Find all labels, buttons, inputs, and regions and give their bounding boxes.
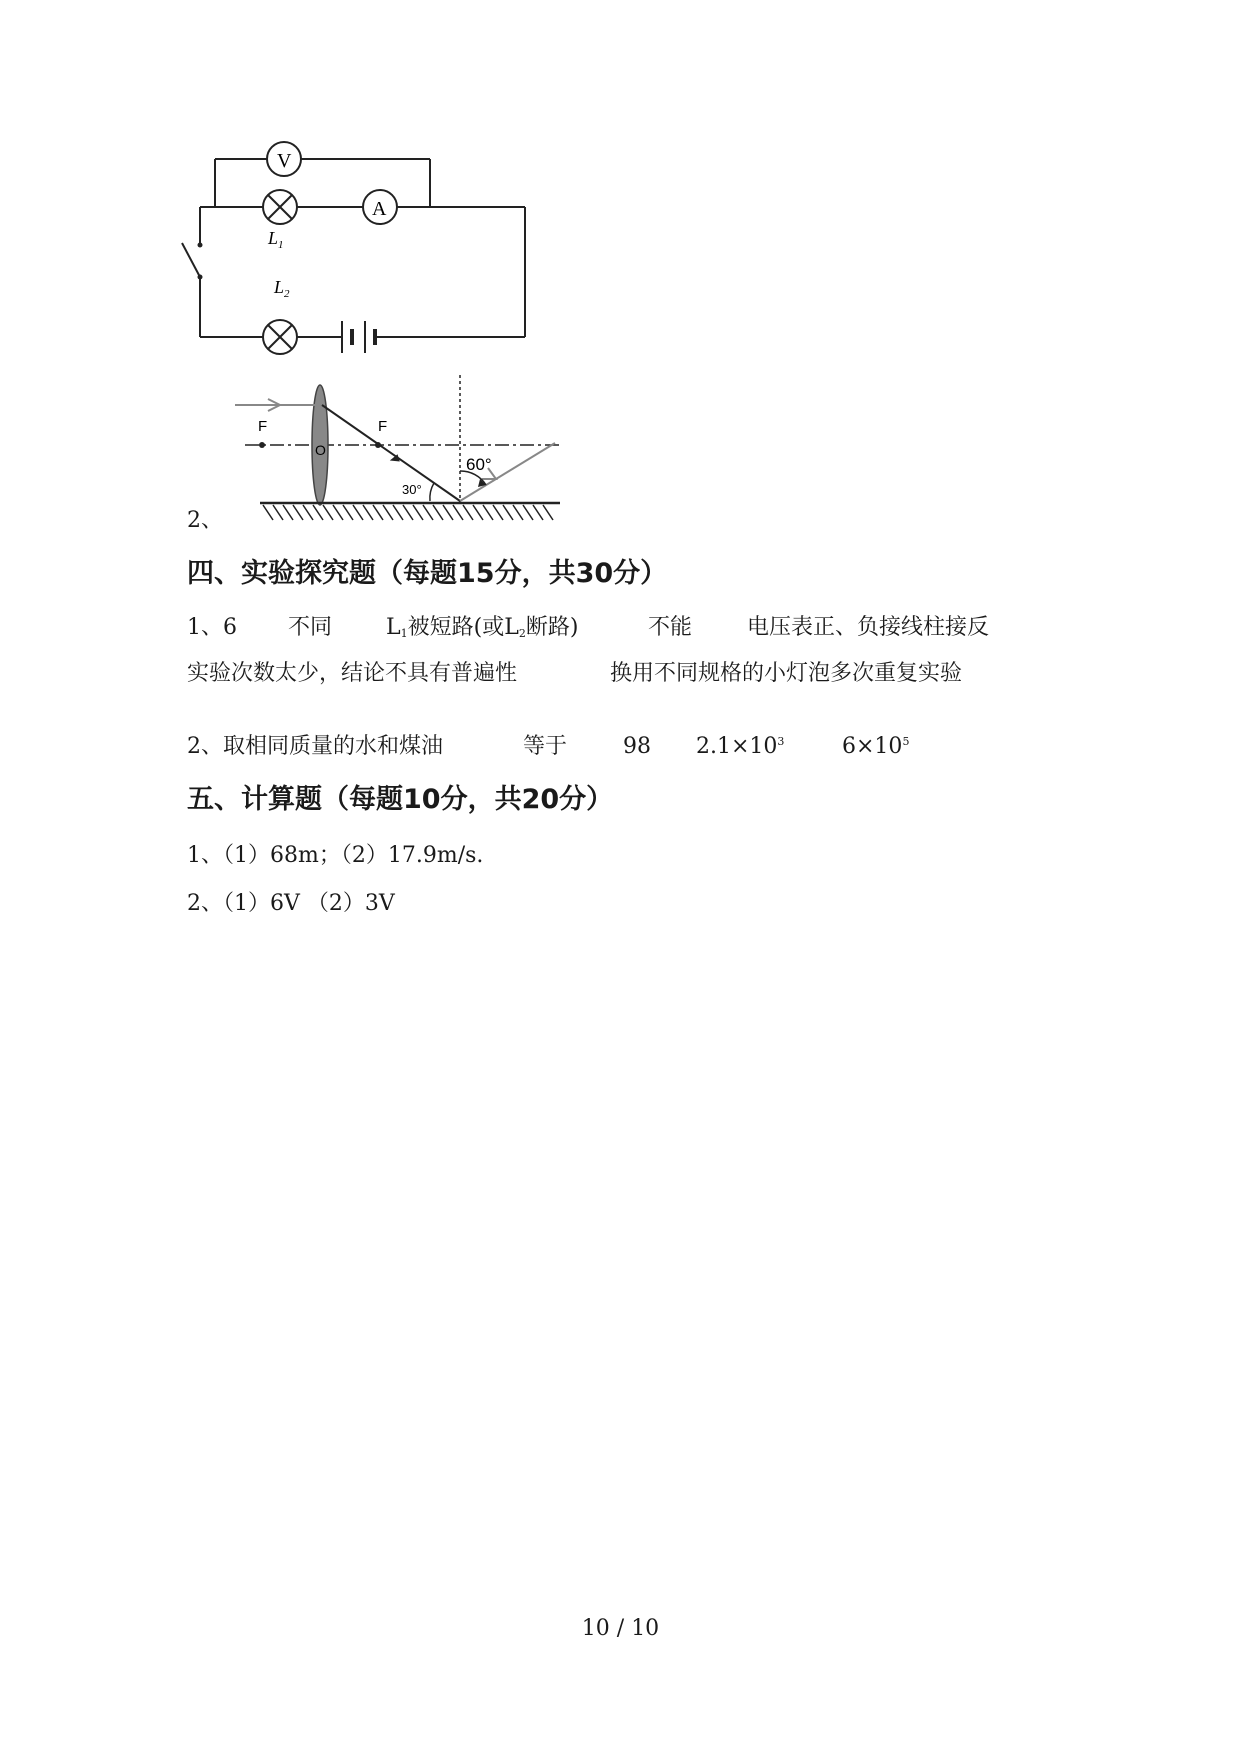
focus-right-label: F <box>378 418 388 435</box>
angle-arc-30 <box>430 483 434 501</box>
q1-answer-5: 电压表正、负接线柱接反 <box>747 615 990 640</box>
optical-center-label: O <box>315 442 326 458</box>
q2-answer-4: $2.1\times 10^3$ <box>696 734 785 759</box>
q1-answer-2: 不同 <box>288 615 333 640</box>
section4-heading: 四、实验探究题（每题15分，共30分） <box>187 558 668 589</box>
q1-answer-1: 1、6 <box>187 615 237 640</box>
refracted-ray <box>322 405 460 501</box>
mirror-hatching <box>263 505 553 520</box>
q1-answer-7: 换用不同规格的小灯泡多次重复实验 <box>610 661 963 686</box>
ammeter-symbol: A <box>372 198 387 220</box>
section4-q2-line <box>187 736 1087 762</box>
angle-60-label: 60° <box>466 455 492 474</box>
optics-diagram <box>230 375 560 530</box>
focal-point-left <box>259 442 265 448</box>
focus-left-label: F <box>258 418 268 435</box>
page-number: 10 / 10 <box>581 1616 660 1641</box>
q1-answer-6: 实验次数太少，结论不具有普遍性 <box>187 661 518 686</box>
section5-q2: 2、（1）6V （2）3V <box>187 891 395 916</box>
switch-lever <box>182 243 200 277</box>
q2-answer-2: 等于 <box>523 734 568 759</box>
lamp1-label: $L_1$ <box>268 228 284 251</box>
q2-answer-1: 2、取相同质量的水和煤油 <box>187 734 443 759</box>
lamp2-label: $L_2$ <box>274 277 290 300</box>
angle-30-label: 30° <box>402 482 422 497</box>
voltmeter-symbol: V <box>277 150 292 172</box>
q2-answer-5: $6\times 10^5$ <box>842 734 910 759</box>
q1-answer-4: 不能 <box>648 615 693 640</box>
q2-answer-3: 98 <box>623 734 651 759</box>
section5-heading: 五、计算题（每题10分，共20分） <box>187 784 614 815</box>
figure-2-number: 2、 <box>187 508 223 533</box>
section5-q1: 1、（1）68m；（2）17.9m/s. <box>187 843 484 868</box>
section4-q1-line2 <box>187 663 1087 689</box>
section4-q1-line1 <box>187 617 1087 643</box>
focal-point-right <box>375 442 381 448</box>
circuit-diagram <box>180 135 540 365</box>
q1-answer-3: $L_1$被短路(或$L_2$断路) <box>386 615 579 640</box>
